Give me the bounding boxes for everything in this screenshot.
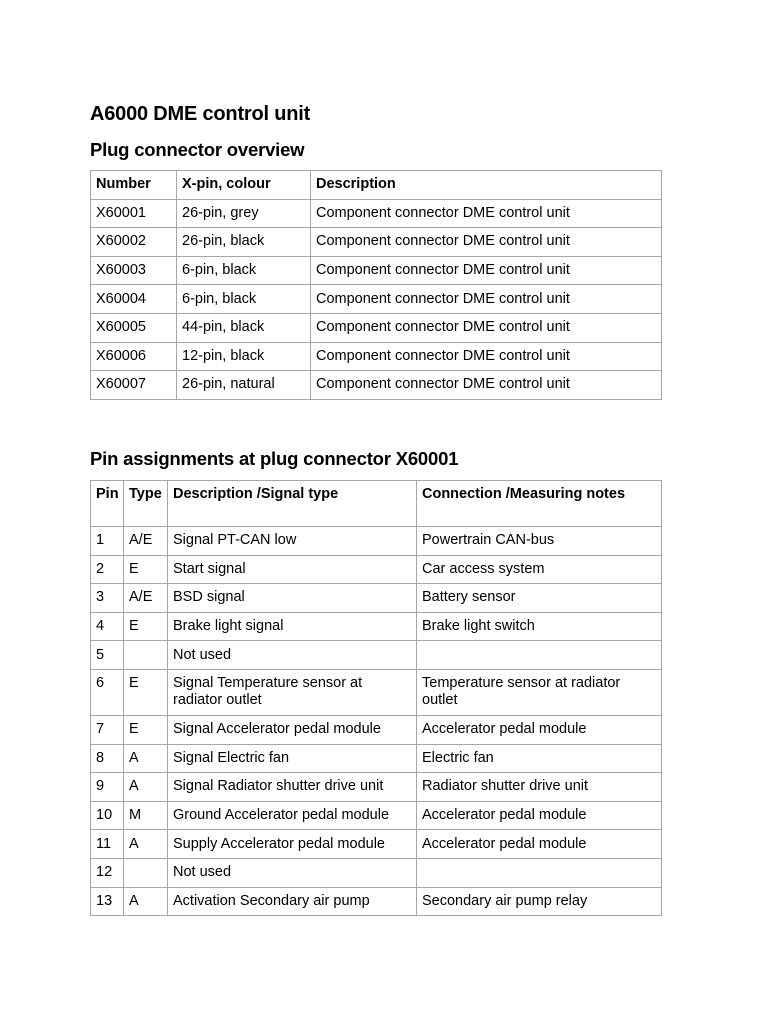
table-row — [91, 858, 662, 887]
table-row — [91, 228, 662, 257]
pin-assignments-section-title: Pin assignments at plug connector X60001 — [90, 448, 459, 469]
cell-number: X60006 — [91, 342, 177, 371]
cell-connection-notes: Accelerator pedal module — [417, 801, 662, 830]
cell-xpin-colour: 26-pin, natural — [177, 371, 311, 400]
cell-signal-type: BSD signal — [168, 584, 417, 613]
cell-signal-type: Ground Accelerator pedal module — [168, 801, 417, 830]
cell-type: A/E — [124, 527, 168, 556]
cell-connection-notes: Battery sensor — [417, 584, 662, 613]
table-row — [91, 285, 662, 314]
column-header-connection-notes: Connection /Measuring notes — [417, 481, 662, 527]
cell-pin: 1 — [91, 527, 124, 556]
cell-connection-notes — [417, 641, 662, 670]
cell-number: X60007 — [91, 371, 177, 400]
cell-type — [124, 641, 168, 670]
table-row — [91, 715, 662, 744]
column-header-description: Description — [311, 171, 662, 200]
cell-number: X60005 — [91, 313, 177, 342]
cell-connection-notes: Temperature sensor at radiator outlet — [417, 669, 662, 715]
cell-signal-type: Not used — [168, 641, 417, 670]
table-row — [91, 773, 662, 802]
cell-xpin-colour: 26-pin, black — [177, 228, 311, 257]
table-row — [91, 887, 662, 916]
table-row — [91, 801, 662, 830]
document-title: A6000 DME control unit — [90, 103, 311, 125]
table-row — [91, 555, 662, 584]
cell-number: X60003 — [91, 256, 177, 285]
cell-type: A — [124, 830, 168, 859]
cell-connection-notes: Electric fan — [417, 744, 662, 773]
column-header-pin: Pin — [91, 481, 124, 527]
table-row — [91, 342, 662, 371]
cell-signal-type: Signal Temperature sensor at radiator outlet — [168, 669, 417, 715]
cell-type: A — [124, 887, 168, 916]
table-row — [91, 830, 662, 859]
cell-xpin-colour: 26-pin, grey — [177, 199, 311, 228]
cell-type: M — [124, 801, 168, 830]
cell-signal-type: Start signal — [168, 555, 417, 584]
cell-connection-notes: Powertrain CAN-bus — [417, 527, 662, 556]
cell-pin: 8 — [91, 744, 124, 773]
cell-connection-notes: Car access system — [417, 555, 662, 584]
cell-xpin-colour: 12-pin, black — [177, 342, 311, 371]
column-header-xpin-colour: X-pin, colour — [177, 171, 311, 200]
cell-pin: 10 — [91, 801, 124, 830]
cell-number: X60002 — [91, 228, 177, 257]
column-header-number: Number — [91, 171, 177, 200]
cell-description: Component connector DME control unit — [311, 371, 662, 400]
cell-description: Component connector DME control unit — [311, 313, 662, 342]
cell-description: Component connector DME control unit — [311, 199, 662, 228]
cell-pin: 6 — [91, 669, 124, 715]
cell-signal-type: Signal PT-CAN low — [168, 527, 417, 556]
cell-connection-notes — [417, 858, 662, 887]
cell-type: A — [124, 773, 168, 802]
cell-type: A/E — [124, 584, 168, 613]
cell-connection-notes: Secondary air pump relay — [417, 887, 662, 916]
plug-connector-overview-table — [90, 170, 662, 400]
cell-connection-notes: Accelerator pedal module — [417, 830, 662, 859]
cell-number: X60004 — [91, 285, 177, 314]
cell-description: Component connector DME control unit — [311, 342, 662, 371]
table-row — [91, 256, 662, 285]
cell-connection-notes: Radiator shutter drive unit — [417, 773, 662, 802]
cell-type: E — [124, 669, 168, 715]
cell-description: Component connector DME control unit — [311, 285, 662, 314]
cell-pin: 5 — [91, 641, 124, 670]
cell-pin: 12 — [91, 858, 124, 887]
cell-pin: 4 — [91, 612, 124, 641]
cell-signal-type: Signal Electric fan — [168, 744, 417, 773]
table-row — [91, 744, 662, 773]
pin-assignments-table — [90, 480, 662, 916]
cell-pin: 13 — [91, 887, 124, 916]
cell-description: Component connector DME control unit — [311, 228, 662, 257]
cell-pin: 9 — [91, 773, 124, 802]
cell-signal-type: Signal Radiator shutter drive unit — [168, 773, 417, 802]
table-row — [91, 612, 662, 641]
cell-xpin-colour: 6-pin, black — [177, 285, 311, 314]
cell-number: X60001 — [91, 199, 177, 228]
table-row — [91, 527, 662, 556]
cell-pin: 2 — [91, 555, 124, 584]
table-row — [91, 371, 662, 400]
table-row — [91, 669, 662, 715]
cell-xpin-colour: 44-pin, black — [177, 313, 311, 342]
column-header-signal-type: Description /Signal type — [168, 481, 417, 527]
overview-section-title: Plug connector overview — [90, 139, 305, 160]
cell-signal-type: Activation Secondary air pump — [168, 887, 417, 916]
table-row — [91, 641, 662, 670]
cell-signal-type: Not used — [168, 858, 417, 887]
table-row — [91, 199, 662, 228]
cell-connection-notes: Accelerator pedal module — [417, 715, 662, 744]
cell-connection-notes: Brake light switch — [417, 612, 662, 641]
cell-xpin-colour: 6-pin, black — [177, 256, 311, 285]
table-row — [91, 313, 662, 342]
cell-signal-type: Supply Accelerator pedal module — [168, 830, 417, 859]
cell-type: A — [124, 744, 168, 773]
cell-signal-type: Signal Accelerator pedal module — [168, 715, 417, 744]
table-row — [91, 584, 662, 613]
table-header-row — [91, 171, 662, 200]
cell-description: Component connector DME control unit — [311, 256, 662, 285]
cell-type: E — [124, 612, 168, 641]
cell-signal-type: Brake light signal — [168, 612, 417, 641]
cell-pin: 11 — [91, 830, 124, 859]
cell-type: E — [124, 715, 168, 744]
cell-type — [124, 858, 168, 887]
cell-pin: 7 — [91, 715, 124, 744]
table-header-row — [91, 481, 662, 527]
cell-pin: 3 — [91, 584, 124, 613]
cell-type: E — [124, 555, 168, 584]
column-header-type: Type — [124, 481, 168, 527]
